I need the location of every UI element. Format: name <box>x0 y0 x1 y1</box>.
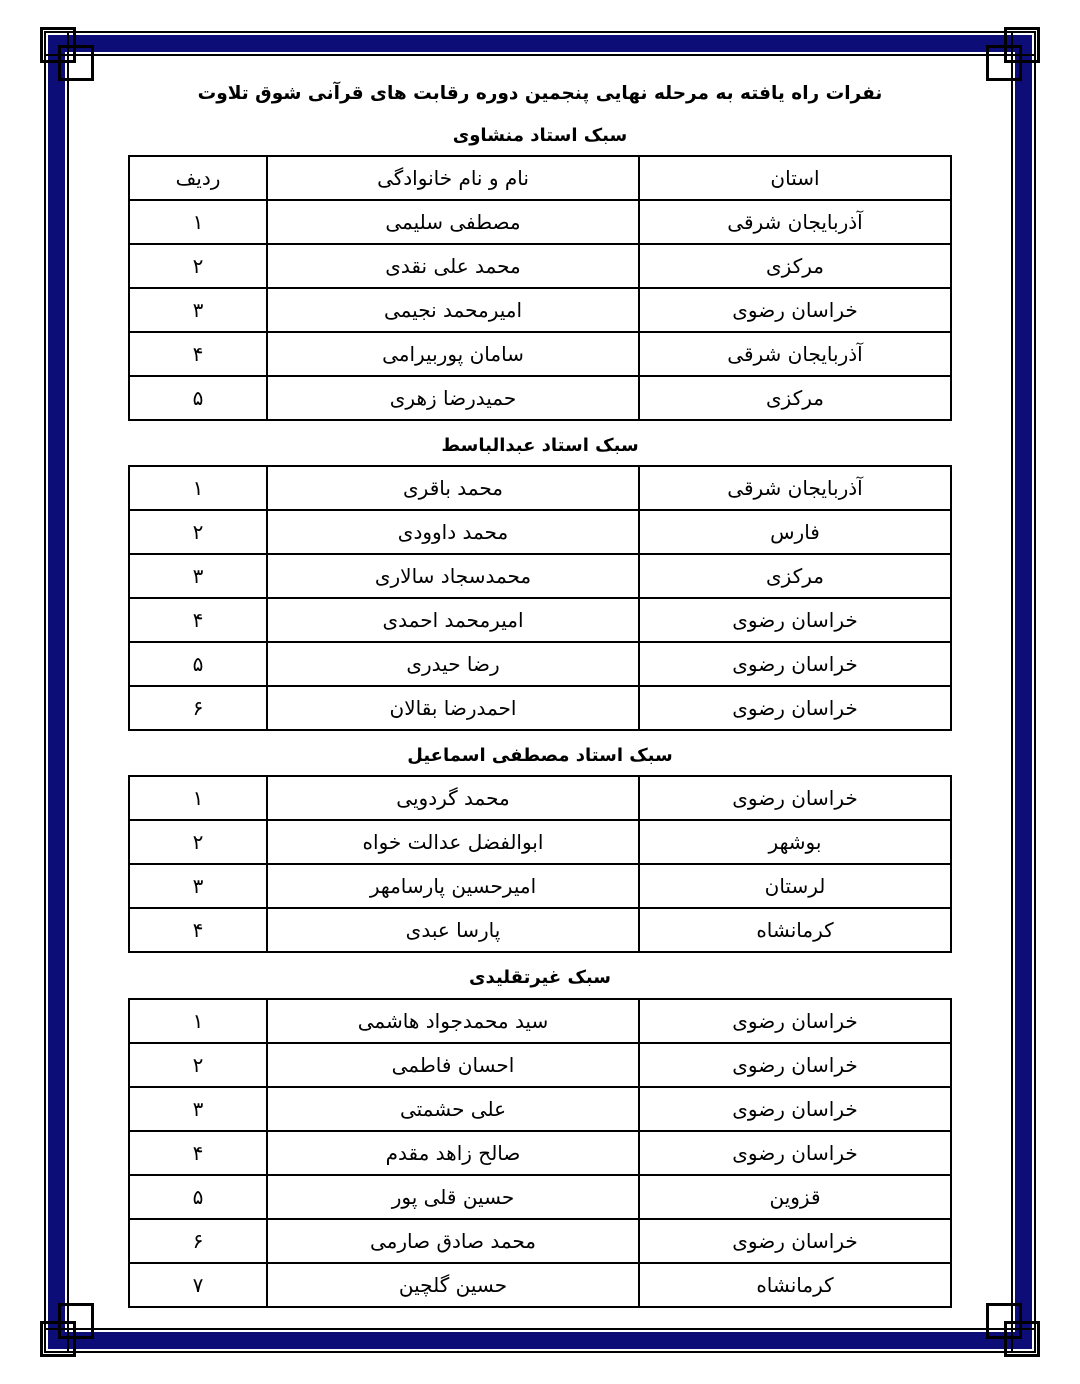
cell-name: حمیدرضا زهری <box>267 376 639 420</box>
table-row <box>129 864 951 908</box>
cell-province: آذربایجان شرقی <box>639 332 951 376</box>
cell-index: ۱ <box>129 466 267 510</box>
section-heading: سبک استاد مصطفی اسماعیل <box>407 745 673 767</box>
column-header-province: استان <box>639 156 951 200</box>
border-outline-left <box>44 31 69 1353</box>
border-bar-bottom <box>48 1332 1032 1349</box>
document-page <box>75 60 1005 1325</box>
table-row <box>129 1219 951 1263</box>
border-bar-right <box>1015 35 1032 1349</box>
section-heading: سبک غیرتقلیدی <box>469 967 611 989</box>
cell-index: ۲ <box>129 1043 267 1087</box>
cell-province: خراسان رضوی <box>639 686 951 730</box>
cell-province: خراسان رضوی <box>639 1087 951 1131</box>
table-row <box>129 908 951 952</box>
cell-province: مرکزی <box>639 376 951 420</box>
section-block <box>75 743 1005 953</box>
cell-name: محمد علی نقدی <box>267 244 639 288</box>
border-outline-bottom <box>44 1328 1036 1353</box>
cell-province: خراسان رضوی <box>639 1131 951 1175</box>
table-row <box>129 820 951 864</box>
cell-name: امیرمحمد نجیمی <box>267 288 639 332</box>
cell-index: ۵ <box>129 1175 267 1219</box>
cell-index: ۳ <box>129 554 267 598</box>
border-outline-top <box>44 31 1036 56</box>
cell-name: محمد باقری <box>267 466 639 510</box>
section-block <box>75 123 1005 421</box>
cell-index: ۴ <box>129 598 267 642</box>
cell-name: احسان فاطمی <box>267 1043 639 1087</box>
cell-index: ۴ <box>129 908 267 952</box>
roster-table <box>128 775 952 953</box>
cell-province: خراسان رضوی <box>639 776 951 820</box>
cell-province: بوشهر <box>639 820 951 864</box>
sections-container <box>75 123 1005 1308</box>
cell-province: قزوین <box>639 1175 951 1219</box>
cell-province: خراسان رضوی <box>639 999 951 1043</box>
table-row <box>129 642 951 686</box>
page-title: نفرات راه یافته به مرحله نهایی پنجمین دوره رقابت های قرآنی شوق تلاوت <box>197 83 883 104</box>
cell-province: خراسان رضوی <box>639 1219 951 1263</box>
cell-name: امیرحسین پارسامهر <box>267 864 639 908</box>
cell-index: ۶ <box>129 1219 267 1263</box>
cell-name: سید محمدجواد هاشمی <box>267 999 639 1043</box>
cell-name: مصطفی سلیمی <box>267 200 639 244</box>
cell-index: ۵ <box>129 376 267 420</box>
cell-name: سامان پوربیرامی <box>267 332 639 376</box>
cell-province: آذربایجان شرقی <box>639 466 951 510</box>
corner-knot-top-right <box>1004 27 1040 63</box>
table-row <box>129 776 951 820</box>
cell-province: مرکزی <box>639 554 951 598</box>
cell-province: لرستان <box>639 864 951 908</box>
cell-index: ۱ <box>129 999 267 1043</box>
table-row <box>129 288 951 332</box>
cell-name: محمد گردویی <box>267 776 639 820</box>
table-row <box>129 554 951 598</box>
table-row <box>129 1175 951 1219</box>
cell-index: ۲ <box>129 244 267 288</box>
border-outline-right <box>1011 31 1036 1353</box>
corner-knot-top-left <box>40 27 76 63</box>
cell-province: آذربایجان شرقی <box>639 200 951 244</box>
corner-knot-bottom-right <box>1004 1321 1040 1357</box>
table-row <box>129 686 951 730</box>
cell-name: ابوالفضل عدالت خواه <box>267 820 639 864</box>
section-heading: سبک استاد منشاوی <box>452 124 628 146</box>
roster-table <box>128 465 952 731</box>
cell-province: خراسان رضوی <box>639 288 951 332</box>
table-row <box>129 1131 951 1175</box>
table-row <box>129 376 951 420</box>
table-row <box>129 332 951 376</box>
cell-index: ۳ <box>129 288 267 332</box>
cell-index: ۷ <box>129 1263 267 1307</box>
cell-index: ۴ <box>129 332 267 376</box>
cell-name: محمد داوودی <box>267 510 639 554</box>
section-block <box>75 433 1005 731</box>
table-row <box>129 999 951 1043</box>
cell-index: ۴ <box>129 1131 267 1175</box>
section-heading: سبک استاد عبدالباسط <box>441 434 639 456</box>
cell-index: ۱ <box>129 200 267 244</box>
cell-index: ۲ <box>129 820 267 864</box>
cell-name: احمدرضا بقالان <box>267 686 639 730</box>
section-block <box>75 965 1005 1307</box>
table-header-row <box>129 156 951 200</box>
cell-index: ۳ <box>129 1087 267 1131</box>
cell-index: ۲ <box>129 510 267 554</box>
cell-province: مرکزی <box>639 244 951 288</box>
table-row <box>129 598 951 642</box>
cell-name: حسین قلی پور <box>267 1175 639 1219</box>
table-row <box>129 1043 951 1087</box>
table-row <box>129 466 951 510</box>
cell-index: ۳ <box>129 864 267 908</box>
cell-name: علی حشمتی <box>267 1087 639 1131</box>
table-row <box>129 244 951 288</box>
cell-province: کرمانشاه <box>639 1263 951 1307</box>
cell-province: فارس <box>639 510 951 554</box>
cell-index: ۱ <box>129 776 267 820</box>
roster-table <box>128 155 952 421</box>
cell-name: محمدسجاد سالاری <box>267 554 639 598</box>
table-row <box>129 510 951 554</box>
cell-province: کرمانشاه <box>639 908 951 952</box>
border-bar-top <box>48 35 1032 52</box>
cell-name: رضا حیدری <box>267 642 639 686</box>
table-row <box>129 200 951 244</box>
cell-name: امیرمحمد احمدی <box>267 598 639 642</box>
cell-province: خراسان رضوی <box>639 642 951 686</box>
cell-province: خراسان رضوی <box>639 1043 951 1087</box>
cell-name: صالح زاهد مقدم <box>267 1131 639 1175</box>
cell-index: ۵ <box>129 642 267 686</box>
corner-knot-bottom-left <box>40 1321 76 1357</box>
table-row <box>129 1087 951 1131</box>
column-header-name: نام و نام خانوادگی <box>267 156 639 200</box>
cell-name: پارسا عبدی <box>267 908 639 952</box>
cell-index: ۶ <box>129 686 267 730</box>
column-header-index: ردیف <box>129 156 267 200</box>
roster-table <box>128 998 952 1308</box>
cell-name: محمد صادق صارمی <box>267 1219 639 1263</box>
table-row <box>129 1263 951 1307</box>
cell-name: حسین گلچین <box>267 1263 639 1307</box>
cell-province: خراسان رضوی <box>639 598 951 642</box>
border-bar-left <box>48 35 65 1349</box>
